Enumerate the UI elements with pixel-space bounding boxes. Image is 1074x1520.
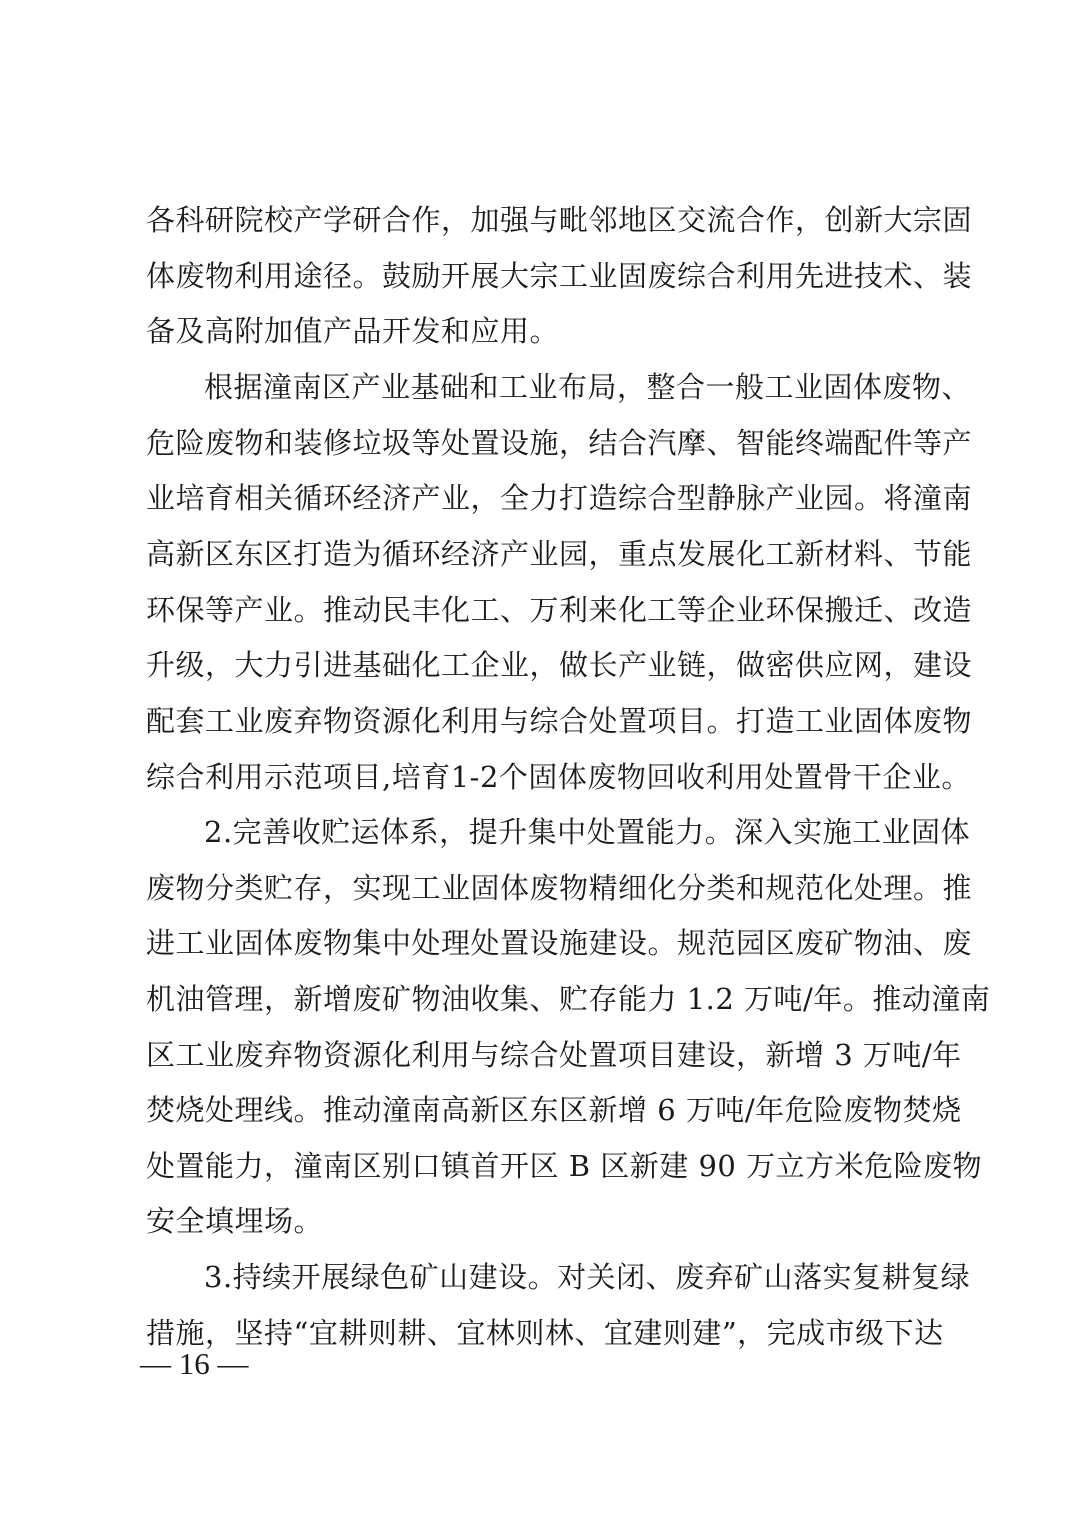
paragraph-first-line: 2.完善收贮运体系，提升集中处置能力。深入实施工业固体: [204, 815, 971, 849]
body-text-line: 措施，坚持“宜耕则耕、宜林则林、宜建则建”，完成市级下达: [146, 1316, 944, 1350]
page-number: — 16 —: [140, 1346, 249, 1381]
body-text-line: 体废物利用途径。鼓励开展大宗工业固废综合利用先进技术、装: [146, 259, 973, 293]
body-text-line: 区工业废弃物资源化利用与综合处置项目建设，新增 3 万吨/年: [146, 1038, 962, 1072]
body-text-line: 机油管理，新增废矿物油收集、贮存能力 1.2 万吨/年。推动潼南: [146, 982, 991, 1016]
body-text-line: 环保等产业。推动民丰化工、万利来化工等企业环保搬迁、改造: [146, 593, 973, 627]
body-text-line: 升级，大力引进基础化工企业，做长产业链，做密供应网，建设: [146, 648, 973, 682]
body-text-line: 业培育相关循环经济产业，全力打造综合型静脉产业园。将潼南: [146, 481, 973, 515]
body-text-line: 焚烧处理线。推动潼南高新区东区新增 6 万吨/年危险废物焚烧: [146, 1093, 962, 1127]
body-text-line: 危险废物和装修垃圾等处置设施，结合汽摩、智能终端配件等产: [146, 426, 973, 460]
body-text-line: 处置能力，潼南区别口镇首开区 B 区新建 90 万立方米危险废物: [146, 1149, 983, 1183]
paragraph-first-line: 根据潼南区产业基础和工业布局，整合一般工业固体废物、: [204, 370, 972, 404]
body-text-line: 废物分类贮存，实现工业固体废物精细化分类和规范化处理。推: [146, 871, 973, 905]
body-text-line: 综合利用示范项目,培育1-2个固体废物回收利用处置骨干企业。: [146, 760, 971, 794]
body-text-line: 备及高附加值产品开发和应用。: [146, 314, 560, 348]
body-text-line: 进工业固体废物集中处理处置设施建设。规范园区废矿物油、废: [146, 926, 973, 960]
body-text-line: 各科研院校产学研合作，加强与毗邻地区交流合作，创新大宗固: [146, 203, 973, 237]
paragraph-first-line: 3.持续开展绿色矿山建设。对关闭、废弃矿山落实复耕复绿: [204, 1260, 971, 1294]
body-text-line: 安全填埋场。: [146, 1204, 324, 1238]
body-text-line: 高新区东区打造为循环经济产业园，重点发展化工新材料、节能: [146, 537, 973, 571]
body-text-line: 配套工业废弃物资源化利用与综合处置项目。打造工业固体废物: [146, 704, 973, 738]
